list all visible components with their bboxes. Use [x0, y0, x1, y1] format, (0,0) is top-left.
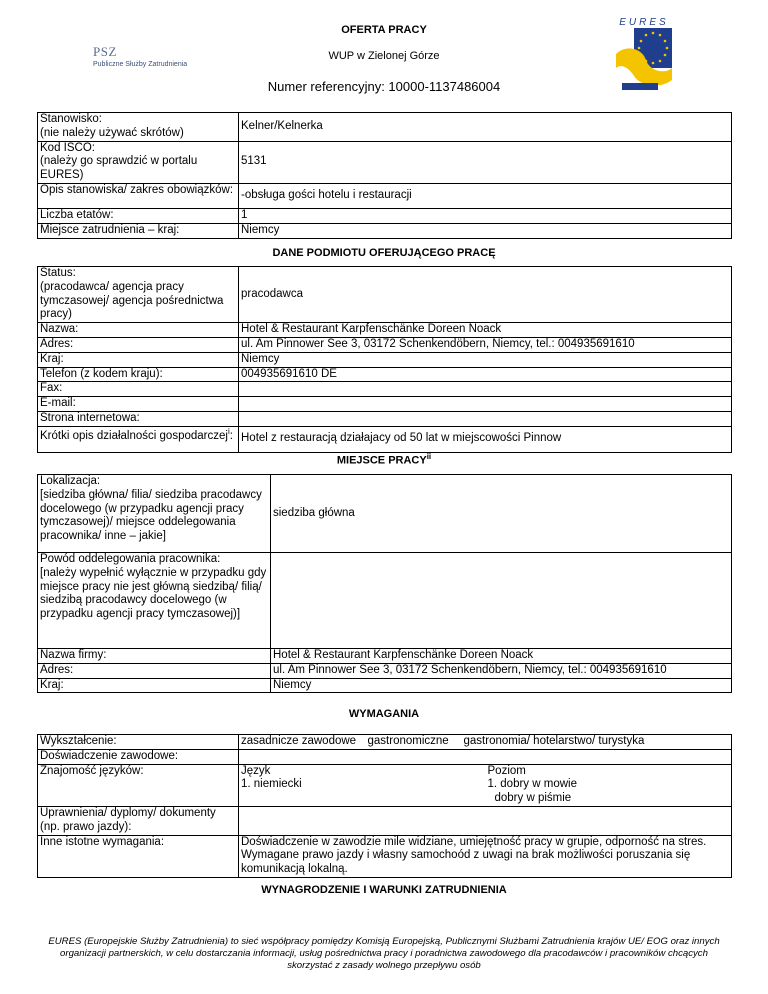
- employer-name-value: Hotel & Restaurant Karpfenschänke Doreen Noack: [239, 323, 732, 338]
- level-value-speaking: 1. dobry w mowie: [487, 778, 577, 791]
- fax-value: [239, 382, 732, 397]
- website-label: Strona internetowa:: [38, 411, 239, 426]
- table-row: [38, 411, 732, 426]
- salary-section-title: WYNAGRODZENIE I WARUNKI ZATRUDNIENIA: [261, 884, 507, 896]
- isco-code-value: 5131: [239, 141, 732, 183]
- table-row: [38, 382, 732, 397]
- experience-label: Doświadczenie zawodowe:: [38, 749, 239, 764]
- delegation-reason-label: Powód oddelegowania pracownika: [należy wypełnić wyłącznie w przypadku gdy miejsce pracy nie jest główną siedzibą/ filią/ siedzibą pracodawcy docelowego (w przypadku agencji pracy tymczasowej)]: [38, 553, 271, 649]
- job-position-value: Kelner/Kelnerka: [239, 113, 732, 142]
- language-value: 1. niemiecki: [241, 778, 302, 791]
- email-label: E-mail:: [38, 397, 239, 412]
- table-row: [38, 337, 732, 352]
- language-cell: [239, 764, 462, 806]
- office-name: WUP w Zielonej Górze: [328, 50, 440, 62]
- requirements-table: [37, 734, 732, 878]
- location-label: Lokalizacja: [siedziba główna/ filia/ siedziba pracodawcy docelowego (w przypadku agencji pracy tymczasowej)/ miejsce oddelegowania pracownika/ inne – jakie]: [38, 475, 271, 553]
- table-row: [38, 678, 732, 693]
- other-requirements-label: Inne istotne wymagania:: [38, 835, 239, 877]
- table-row: [38, 553, 732, 649]
- workplace-address-value: ul. Am Pinnower See 3, 03172 Schenkendöbern, Niemcy, tel.: 004935691610: [271, 663, 732, 678]
- employer-address-value: ul. Am Pinnower See 3, 03172 Schenkendöbern, Niemcy, tel.: 004935691610: [239, 337, 732, 352]
- table-row: [38, 267, 732, 323]
- education-level: zasadnicze zawodowe: [239, 735, 366, 750]
- delegation-reason-value: [271, 553, 732, 649]
- company-name-label: Nazwa firmy:: [38, 649, 271, 664]
- reference-number: Numer referencyjny: 10000-1137486004: [267, 79, 501, 94]
- website-value: [239, 411, 732, 426]
- requirements-section-title: WYMAGANIA: [348, 708, 420, 720]
- employer-country-value: Niemcy: [239, 352, 732, 367]
- psz-logo-subtext: Publiczne Służby Zatrudnienia: [93, 60, 188, 68]
- eures-logo: [612, 14, 676, 94]
- positions-count-value: 1: [239, 208, 732, 223]
- positions-count-label: Liczba etatów:: [38, 208, 239, 223]
- business-description-label: Krótki opis działalności gospodarczej$^i$:: [38, 426, 239, 452]
- employment-country-label: Miejsce zatrudnienia – kraj:: [38, 223, 239, 238]
- level-cell: [462, 764, 732, 806]
- business-description-value: Hotel z restauracją działajacy od 50 lat w miejscowości Pinnow: [239, 426, 732, 452]
- licenses-label: Uprawnienia/ dyplomy/ dokumenty (np. prawo jazdy):: [38, 806, 239, 835]
- workplace-table: [37, 474, 732, 693]
- psz-logo: [93, 44, 193, 69]
- location-value: siedziba główna: [271, 475, 732, 553]
- company-name-value: Hotel & Restaurant Karpfenschänke Doreen Noack: [271, 649, 732, 664]
- table-row: [38, 749, 732, 764]
- education-field: gastronomiczne: [366, 735, 462, 750]
- psz-logo-text: PSZ: [93, 44, 117, 59]
- workplace-country-label: Kraj:: [38, 678, 271, 693]
- licenses-value: [239, 806, 732, 835]
- employment-country-value: Niemcy: [239, 223, 732, 238]
- employer-section-title: DANE PODMIOTU OFERUJĄCEGO PRACĘ: [272, 247, 496, 259]
- table-row: [38, 323, 732, 338]
- education-label: Wykształcenie:: [38, 735, 239, 750]
- table-row: [38, 223, 732, 238]
- education-specialization: gastronomia/ hotelarstwo/ turystyka: [462, 735, 732, 750]
- table-row: [38, 663, 732, 678]
- table-row: [38, 649, 732, 664]
- job-description-value: -obsługa gości hotelu i restauracji: [239, 183, 732, 208]
- table-row: [38, 735, 732, 750]
- experience-value: [239, 749, 732, 764]
- employer-table: [37, 266, 732, 453]
- level-value-writing: dobry w piśmie: [494, 792, 572, 805]
- level-header: Poziom: [487, 764, 526, 777]
- job-table: [37, 112, 732, 239]
- employer-name-label: Nazwa:: [38, 323, 239, 338]
- email-value: [239, 397, 732, 412]
- isco-code-label: Kod ISCO: (należy go sprawdzić w portalu EURES): [38, 141, 239, 183]
- table-row: [38, 397, 732, 412]
- table-row: [38, 764, 732, 806]
- table-row: [38, 208, 732, 223]
- table-row: [38, 113, 732, 142]
- other-requirements-value: Doświadczenie w zawodzie mile widziane, umiejętność pracy w grupie, odporność na stres. Wymagane prawo jazdy i własny samochoód z uwagi na brak możliwości poruszania się komunikacją lokalną.: [239, 835, 732, 877]
- table-row: [38, 183, 732, 208]
- table-row: [38, 426, 732, 452]
- job-description-label: Opis stanowiska/ zakres obowiązków:: [38, 183, 239, 208]
- employer-address-label: Adres:: [38, 337, 239, 352]
- fax-label: Fax:: [38, 382, 239, 397]
- table-row: [38, 806, 732, 835]
- languages-label: Znajomość języków:: [38, 764, 239, 806]
- table-row: [38, 367, 732, 382]
- employer-country-label: Kraj:: [38, 352, 239, 367]
- job-position-label: Stanowisko: (nie należy używać skrótów): [38, 113, 239, 142]
- workplace-section-title: MIEJSCE PRACY$^{ii}$: [336, 452, 432, 467]
- workplace-address-label: Adres:: [38, 663, 271, 678]
- status-value: pracodawca: [239, 267, 732, 323]
- eures-logo-text: EURES: [619, 17, 669, 28]
- table-row: [38, 141, 732, 183]
- footer-disclaimer: EURES (Europejskie Służby Zatrudnienia) to sieć współpracy pomiędzy Komisją Europejską, Publicznymi Służbami Zatrudnienia krajów UE/ EOG oraz innych organizacji partnerskich, w celu dostarczania informacji, usług pośrednictwa pracy i poradnictwa zawodowego dla pracodawców i pracowników chcących skorzystać z zasady wolnego przepływu osób: [48, 936, 720, 971]
- status-label: Status: (pracodawca/ agencja pracy tymczasowej/ agencja pośrednictwa pracy): [38, 267, 239, 323]
- table-row: [38, 835, 732, 877]
- table-row: [38, 352, 732, 367]
- language-header: Język: [241, 764, 271, 777]
- phone-value: 004935691610 DE: [239, 367, 732, 382]
- table-row: [38, 475, 732, 553]
- phone-label: Telefon (z kodem kraju):: [38, 367, 239, 382]
- workplace-country-value: Niemcy: [271, 678, 732, 693]
- document-title: OFERTA PRACY: [341, 24, 427, 36]
